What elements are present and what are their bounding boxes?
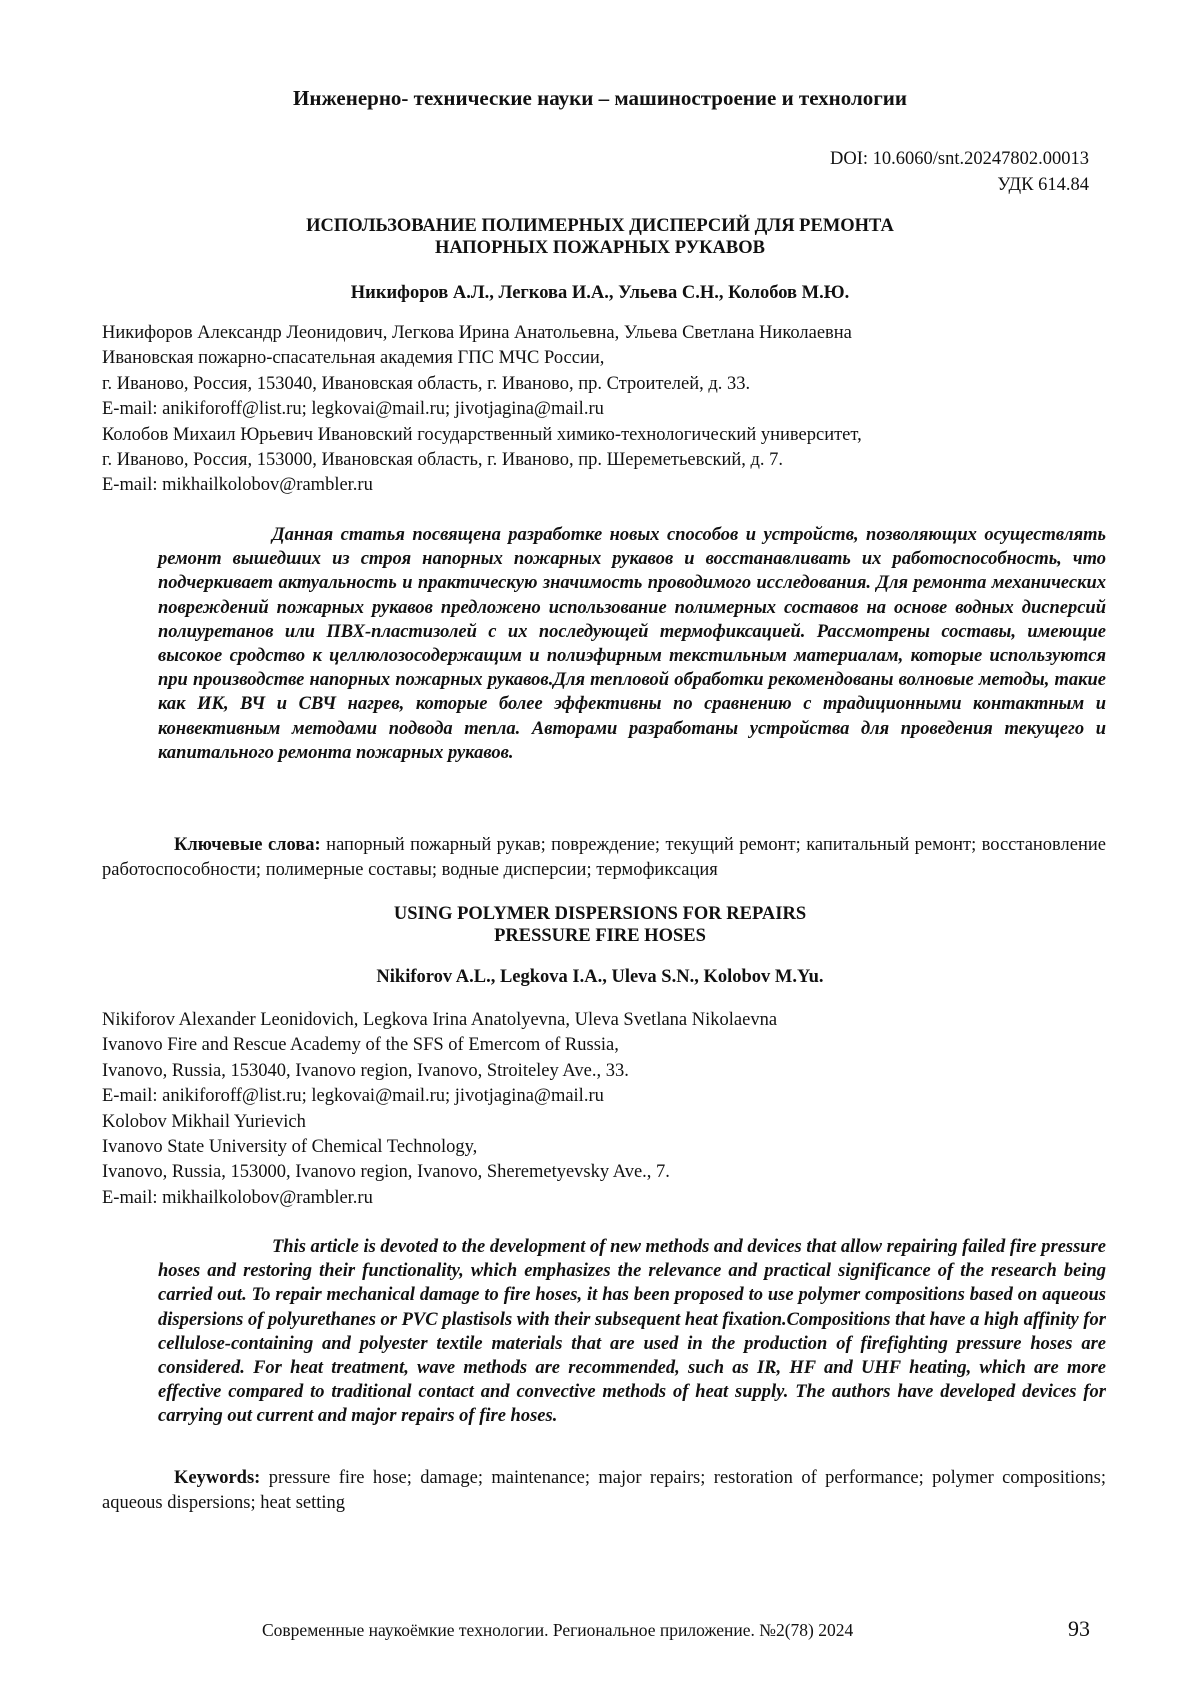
section-header: Инженерно- технические науки – машиностроение и технологии <box>293 86 907 110</box>
affiliation-line: Ivanovo Fire and Rescue Academy of the SFS of Emercom of Russia, <box>102 1035 619 1056</box>
keywords-label: Keywords: <box>174 1468 261 1488</box>
affiliation-line: Ivanovo, Russia, 153000, Ivanovo region, Ivanovo, Sheremetyevsky Ave., 7. <box>102 1162 670 1183</box>
doi-text: DOI: 10.6060/snt.20247802.00013 <box>830 149 1089 169</box>
affiliation-line: Колобов Михаил Юрьевич Ивановский государственный химико-технологический университет, <box>102 424 862 445</box>
affiliation-line: Nikiforov Alexander Leonidovich, Legkova Irina Anatolyevna, Uleva Svetlana Nikolaevna <box>102 1010 778 1030</box>
affiliation-ru <box>102 321 1112 499</box>
title-en <box>0 903 1200 947</box>
title-ru-line-1: ИСПОЛЬЗОВАНИЕ ПОЛИМЕРНЫХ ДИСПЕРСИЙ ДЛЯ РЕМОНТА <box>306 216 894 236</box>
affiliation-line: Ivanovo State University of Chemical Technology, <box>102 1137 478 1158</box>
affiliation-line: E-mail: anikiforoff@list.ru; legkovai@mail.ru; jivotjagina@mail.ru <box>102 1086 604 1107</box>
affiliation-line: E-mail: mikhailkolobov@rambler.ru <box>102 475 373 496</box>
keywords-text: напорный пожарный рукав; повреждение; текущий ремонт; капитальный ремонт; восстановление работоспособности; полимерные составы; водные дисперсии; термофиксация <box>102 835 1107 880</box>
affiliation-line: г. Иваново, Россия, 153040, Ивановская область, г. Иваново, пр. Строителей, д. 33. <box>102 373 751 394</box>
affiliation-en <box>102 1008 1112 1211</box>
keywords-ru <box>102 833 1106 883</box>
abstract-ru: Данная статья посвящена разработке новых способов и устройств, позволяющих осуществлять ремонт вышедших из строя напорных пожарных рукавов и восстанавливать их работоспособность, что подчеркивает актуальность и практическую значимость проводимого исследования. Для ремонта механических повреждений пожарных рукавов предложено использование полимерных составов на основе водных дисперсий полиуретанов или ПВХ-пластизолей с их последующей термофиксацией. Рассмотрены составы, имеющие высокое сродство к целлюлозосодержащим и полиэфирным текстильным материалам, которые используются при производстве напорных пожарных рукавов.Для тепловой обработки рекомендованы волновые методы, такие как ИК, ВЧ и СВЧ нагрев, которые более эффективны по сравнению с традиционными контактным и конвективным методами подвода тепла. Авторами разработаны устройства для проведения текущего и капитального ремонта пожарных рукавов. <box>158 525 1106 763</box>
journal-name: Современные наукоёмкие технологии. Региональное приложение. №2(78) 2024 <box>262 1620 854 1640</box>
affiliation-line: Kolobov Mikhail Yurievich <box>102 1111 306 1132</box>
title-ru-line-2: НАПОРНЫХ ПОЖАРНЫХ РУКАВОВ <box>435 238 765 258</box>
title-en-line-2: PRESSURE FIRE HOSES <box>494 926 706 946</box>
affiliation-line: Ivanovo, Russia, 153040, Ivanovo region, Ivanovo, Stroiteley Ave., 33. <box>102 1060 629 1081</box>
keywords-label: Ключевые слова: <box>174 835 321 855</box>
affiliation-line: E-mail: anikiforoff@list.ru; legkovai@mail.ru; jivotjagina@mail.ru <box>102 399 604 420</box>
identifiers <box>830 146 1089 198</box>
page-number: 93 <box>1068 1616 1090 1641</box>
affiliation-line: E-mail: mikhailkolobov@rambler.ru <box>102 1187 373 1208</box>
affiliation-line: г. Иваново, Россия, 153000, Ивановская область, г. Иваново, пр. Шереметьевский, д. 7. <box>102 450 784 471</box>
udk-text: УДК 614.84 <box>997 175 1089 195</box>
title-en-line-1: USING POLYMER DISPERSIONS FOR REPAIRS <box>393 904 807 924</box>
authors-en: Nikiforov A.L., Legkova I.A., Uleva S.N., Kolobov M.Yu. <box>376 967 824 987</box>
keywords-text: pressure fire hose; damage; maintenance; major repairs; restoration of performance; polymer compositions; aqueous dispersions; heat setting <box>102 1468 1106 1513</box>
affiliation-line: Никифоров Александр Леонидович, Легкова Ирина Анатольевна, Ульева Светлана Николаевна <box>102 323 852 343</box>
authors-ru: Никифоров А.Л., Легкова И.А., Ульева С.Н., Колобов М.Ю. <box>350 283 850 303</box>
abstract-en: This article is devoted to the development of new methods and devices that allow repairing failed fire pressure hoses and restoring their functionality, which emphasizes the relevance and practical significance of the research being carried out. To repair mechanical damage to fire hoses, it has been proposed to use polymer compositions based on aqueous dispersions of polyurethanes or PVC plastisols with their subsequent heat fixation.Compositions that have a high affinity for cellulose-containing and polyester textile materials that are used in the production of firefighting pressure hoses are considered. For heat treatment, wave methods are recommended, such as IR, HF and UHF heating, which are more effective compared to traditional contact and convective methods of heat supply. The authors have developed devices for carrying out current and major repairs of fire hoses. <box>158 1237 1106 1427</box>
title-ru <box>0 215 1200 259</box>
affiliation-line: Ивановская пожарно-спасательная академия ГПС МЧС России, <box>102 348 605 369</box>
keywords-en <box>102 1466 1106 1516</box>
